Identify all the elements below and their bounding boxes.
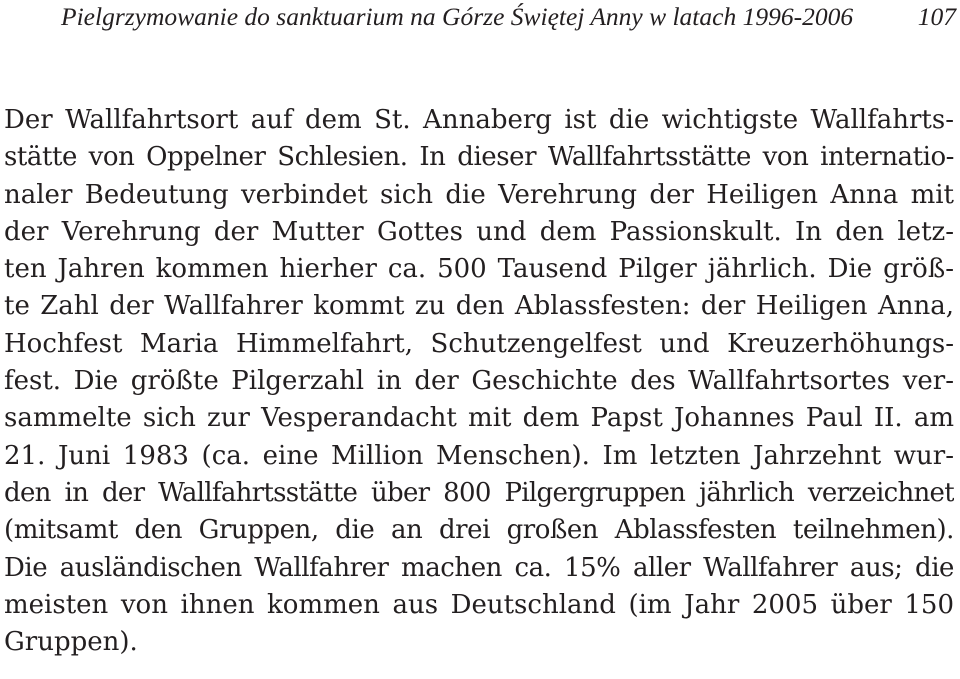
text-line: meisten von ihnen kommen aus Deutschland (im Jahr 2005 über 150: [4, 589, 954, 620]
text-line: te Zahl der Wallfahrer kommt zu den Ablassfesten: der Heiligen Anna,: [4, 291, 954, 322]
text-line: stätte von Oppelner Schlesien. In dieser Wallfahrtsstätte von internatio-: [4, 142, 954, 173]
text-line: Hochfest Maria Himmelfahrt, Schutzengelfest und Kreuzerhöhungs-: [4, 328, 954, 359]
text-line: Die ausländischen Wallfahrer machen ca. 15% aller Wallfahrer aus; die: [4, 552, 954, 583]
text-line: den in der Wallfahrtsstätte über 800 Pilgergruppen jährlich verzeichnet: [4, 477, 954, 508]
text-line: Gruppen).: [4, 627, 138, 658]
text-line: ten Jahren kommen hierher ca. 500 Tausend Pilger jährlich. Die größ-: [4, 254, 954, 285]
running-header: [0, 0, 960, 34]
text-line: fest. Die größte Pilgerzahl in der Geschichte des Wallfahrtsortes ver-: [4, 366, 954, 397]
body-paragraph: [4, 102, 954, 661]
text-line: sammelte sich zur Vesperandacht mit dem Papst Johannes Paul II. am: [4, 403, 954, 434]
page-number: 107: [917, 2, 956, 31]
text-line: 21. Juni 1983 (ca. eine Million Menschen). Im letzten Jahrzehnt wur-: [4, 440, 954, 471]
text-line: der Verehrung der Mutter Gottes und dem Passionskult. In den letz-: [4, 216, 954, 247]
header-title: Pielgrzymowanie do sanktuarium na Górze Świętej Anny w latach 1996-2006: [61, 2, 854, 31]
text-line: (mitsamt den Gruppen, die an drei großen Ablassfesten teilnehmen).: [4, 515, 954, 546]
text-line: naler Bedeutung verbindet sich die Verehrung der Heiligen Anna mit: [4, 179, 954, 210]
text-line: Der Wallfahrtsort auf dem St. Annaberg ist die wichtigste Wallfahrts-: [4, 105, 954, 135]
